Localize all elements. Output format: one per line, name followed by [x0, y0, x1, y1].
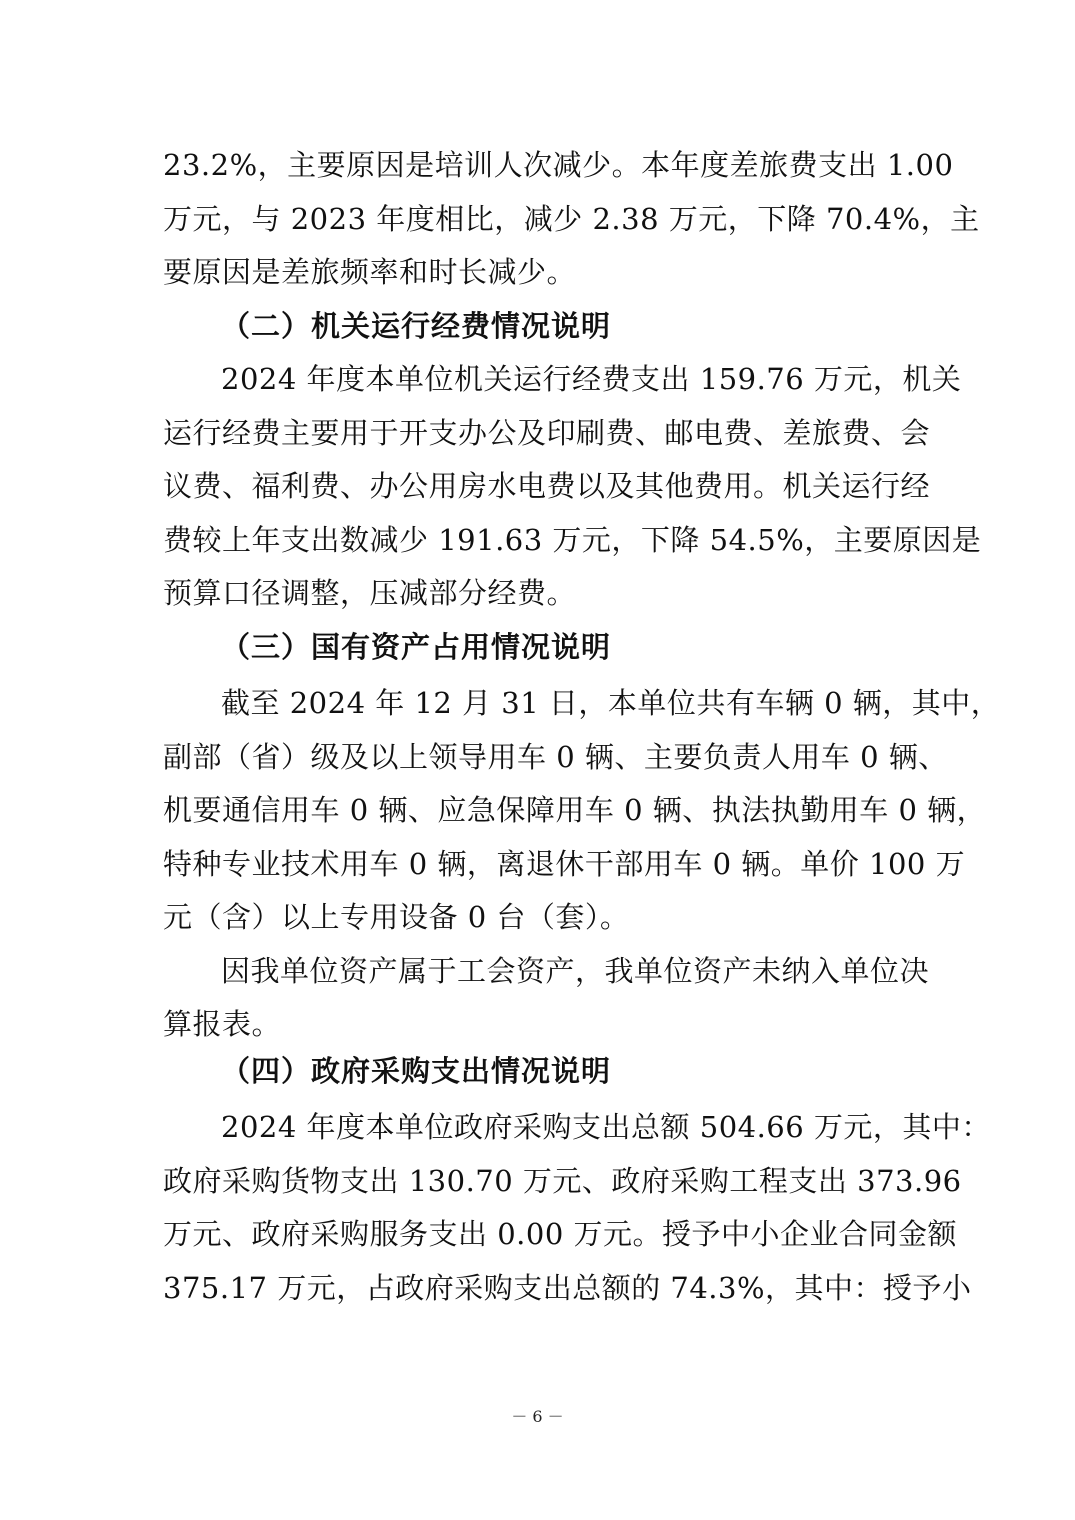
- body-line-15: 元（含）以上专用设备 0 台（套）。: [163, 900, 630, 934]
- body-line-16: 因我单位资产属于工会资产，我单位资产未纳入单位决: [221, 954, 930, 988]
- section-heading-3: （三）国有资产占用情况说明: [221, 630, 612, 664]
- body-line-17: 算报表。: [163, 1007, 282, 1041]
- body-line-21: 万元、政府采购服务支出 0.00 万元。授予中小企业合同金额: [163, 1217, 958, 1251]
- section-heading-4: （四）政府采购支出情况说明: [221, 1054, 612, 1088]
- body-line-1: 23.2%，主要原因是培训人次减少。本年度差旅费支出 1.00: [163, 148, 954, 182]
- body-line-14: 特种专业技术用车 0 辆，离退休干部用车 0 辆。单价 100 万: [163, 847, 966, 881]
- body-line-2: 万元，与 2023 年度相比，减少 2.38 万元，下降 70.4%，主: [163, 202, 980, 236]
- body-line-11: 截至 2024 年 12 月 31 日，本单位共有车辆 0 辆，其中，: [221, 686, 1001, 720]
- body-line-19: 2024 年度本单位政府采购支出总额 504.66 万元，其中：: [221, 1110, 991, 1144]
- section-heading-2: （二）机关运行经费情况说明: [221, 309, 612, 343]
- body-line-22: 375.17 万元，占政府采购支出总额的 74.3%，其中：授予小: [163, 1271, 972, 1305]
- page-number: － 6 －: [511, 1407, 564, 1426]
- body-line-8: 费较上年支出数减少 191.63 万元，下降 54.5%，主要原因是: [163, 523, 982, 557]
- body-line-5: 2024 年度本单位机关运行经费支出 159.76 万元，机关: [221, 362, 962, 396]
- body-line-3: 要原因是差旅频率和时长减少。: [163, 255, 577, 289]
- body-line-12: 副部（省）级及以上领导用车 0 辆、主要负责人用车 0 辆、: [163, 740, 948, 774]
- body-line-7: 议费、福利费、办公用房水电费以及其他费用。机关运行经: [163, 469, 931, 503]
- body-line-20: 政府采购货物支出 130.70 万元、政府采购工程支出 373.96: [163, 1164, 962, 1198]
- body-line-9: 预算口径调整，压减部分经费。: [163, 576, 577, 610]
- body-line-6: 运行经费主要用于开支办公及印刷费、邮电费、差旅费、会: [163, 416, 931, 450]
- body-line-13: 机要通信用车 0 辆、应急保障用车 0 辆、执法执勤用车 0 辆，: [163, 793, 987, 827]
